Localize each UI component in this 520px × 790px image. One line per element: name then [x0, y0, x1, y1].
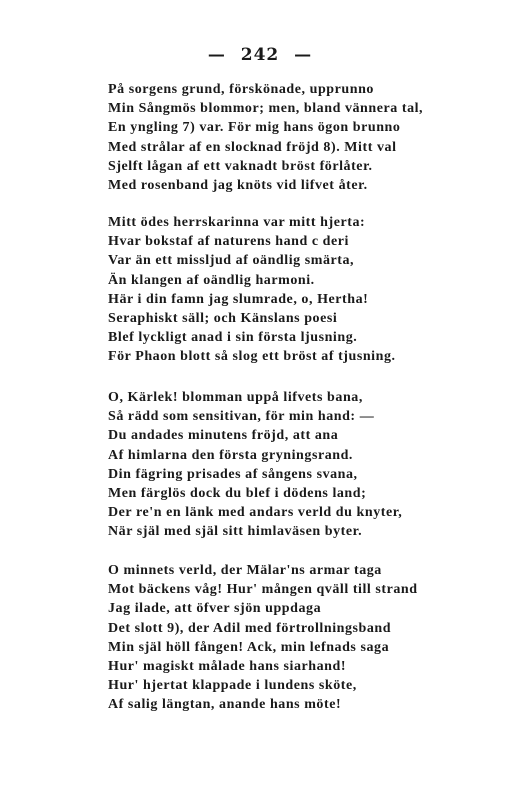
stanza-1	[108, 80, 503, 195]
poem-line: Af himlarna den första gryningsrand.	[108, 447, 353, 463]
poem-line: Hur' hjertat klappade i lundens sköte,	[108, 678, 357, 694]
poem-line: Det slott 9), der Adil med förtrollningsband	[108, 620, 392, 636]
poem-line: Jag ilade, att öfver sjön uppdaga	[108, 601, 322, 617]
poem-line: Af salig längtan, anande hans möte!	[108, 697, 342, 713]
poem-line: En yngling 7) var. För mig hans ögon brunno	[108, 120, 401, 136]
stanza-2	[108, 213, 503, 367]
poem-line: Hvar bokstaf af naturens hand c deri	[108, 234, 349, 250]
poem-line: O minnets verld, der Mälar'ns armar taga	[108, 563, 382, 578]
poem-line: När själ med själ sitt himlaväsen byter.	[108, 524, 363, 540]
poem-line: Seraphiskt säll; och Känslans poesi	[108, 310, 338, 326]
poem-line: O, Kärlek! blomman uppå lifvets bana,	[108, 390, 363, 405]
header-dash-left: —	[207, 45, 226, 65]
poem-line: På sorgens grund, förskönade, upprunno	[108, 82, 374, 97]
poem-line: Der re'n en länk med andars verld du knyter,	[108, 505, 403, 521]
poem-line: Var än ett missljud af oändlig smärta,	[108, 253, 355, 269]
page-header	[0, 43, 520, 67]
poem-line: Mitt ödes herrskarinna var mitt hjerta:	[108, 215, 366, 230]
poem-line: För Phaon blott så slog ett bröst af tjusning.	[108, 349, 396, 365]
poem-line: Så rädd som sensitivan, för min hand: —	[108, 409, 375, 425]
poem-line: Med strålar af en slocknad fröjd 8). Mitt val	[108, 139, 397, 155]
poem-line: Min Sångmös blommor; men, bland vännera tal,	[108, 101, 424, 117]
poem-line: Hur' magiskt målade hans siarhand!	[108, 658, 347, 674]
poem-line: Men färglös dock du blef i dödens land;	[108, 485, 367, 501]
poem-line: Du andades minutens fröjd, att ana	[108, 428, 339, 444]
page-number: 242	[240, 45, 280, 65]
poem-line: Blef lyckligt anad i sin första ljusning.	[108, 330, 358, 346]
header-dash-right: —	[294, 45, 313, 65]
poem-line: Min själ höll fången! Ack, min lefnads saga	[108, 639, 390, 655]
stanza-4	[108, 561, 503, 715]
poem-line: Sjelft lågan af ett vaknadt bröst förlåter.	[108, 158, 373, 174]
stanza-3	[108, 388, 503, 542]
poem-line: Med rosenband jag knöts vid lifvet åter.	[108, 177, 368, 193]
poem-line: Här i din famn jag slumrade, o, Hertha!	[108, 291, 369, 307]
poem-line: Din fägring prisades af sångens svana,	[108, 466, 358, 482]
poem-line: Mot bäckens våg! Hur' mången qväll till strand	[108, 582, 418, 598]
poem-line: Än klangen af oändlig harmoni.	[108, 272, 315, 288]
